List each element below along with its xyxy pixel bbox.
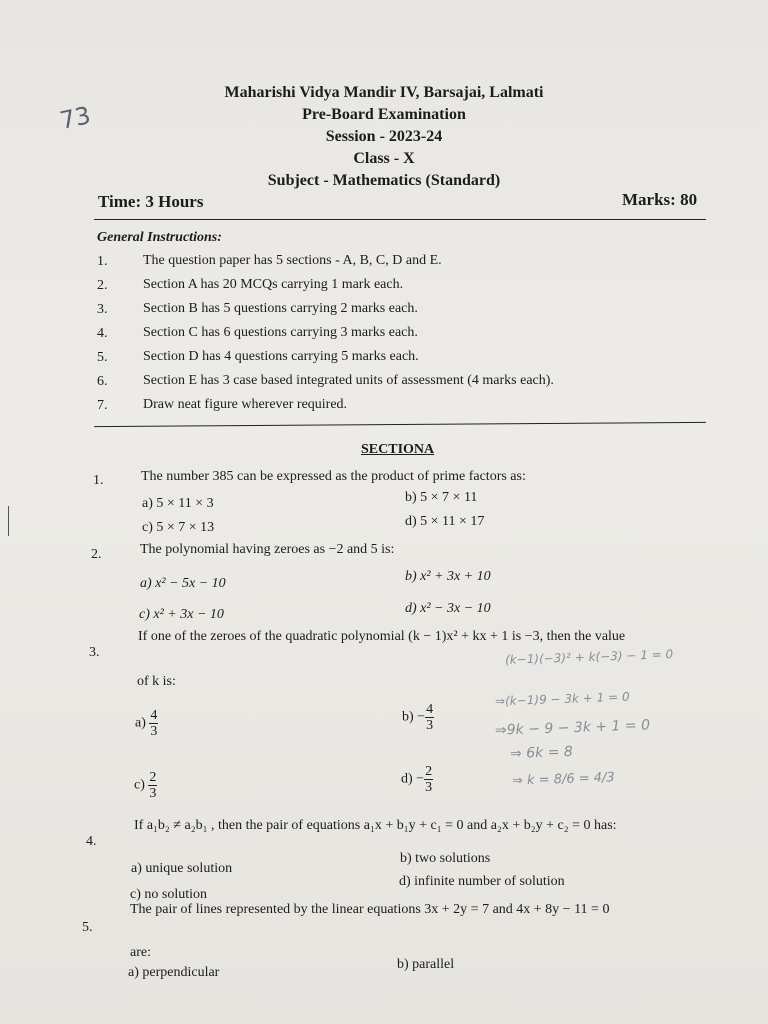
option-b: [402, 702, 434, 733]
school-name: Maharishi Vidya Mandir IV, Barsajai, Lalmati: [224, 84, 544, 101]
question-number: 4.: [86, 834, 97, 849]
question-text-continued: are:: [130, 945, 151, 960]
option-a: a) perpendicular: [128, 965, 220, 980]
instructions-divider: [94, 422, 706, 427]
fraction: [148, 770, 157, 801]
instruction-number: 1.: [97, 254, 108, 269]
question-text: The number 385 can be expressed as the product of prime factors as:: [141, 469, 526, 484]
handwritten-step: ⇒(k−1)9 − 3k + 1 = 0: [494, 689, 630, 709]
exam-name: Pre-Board Examination: [302, 106, 466, 123]
instruction-text: Section D has 4 questions carrying 5 marks each.: [143, 349, 419, 364]
fraction: [424, 764, 433, 795]
instruction-number: 2.: [97, 278, 108, 293]
numerator: 4: [426, 702, 434, 717]
instruction-text: Section C has 6 questions carrying 3 marks each.: [143, 325, 418, 340]
instruction-number: 6.: [97, 374, 108, 389]
option-c: c) x² + 3x − 10: [139, 607, 224, 622]
handwritten-step: ⇒ k = 8/6 = 4/3: [511, 770, 615, 789]
question-number: 5.: [82, 920, 93, 935]
instruction-number: 7.: [97, 398, 108, 413]
option-a: a) x² − 5x − 10: [140, 576, 226, 591]
option-sign: −: [416, 771, 425, 787]
class-label: Class - X: [353, 150, 415, 167]
numerator: 2: [425, 764, 433, 779]
numerator: 2: [149, 770, 157, 785]
instruction-text: Section E has 3 case based integrated units of assessment (4 marks each).: [143, 373, 554, 388]
question-text-continued: of k is:: [137, 674, 176, 689]
subject-label: Subject - Mathematics (Standard): [267, 172, 501, 189]
option-b: b) two solutions: [400, 851, 491, 866]
denominator: 3: [149, 786, 157, 801]
time-label: Time: 3 Hours: [98, 192, 204, 211]
option-b: b) x² + 3x + 10: [405, 569, 491, 584]
option-d: d) 5 × 11 × 17: [405, 514, 485, 529]
section-title: SECTIONA: [361, 442, 435, 457]
option-a: a) unique solution: [131, 861, 233, 876]
option-b: b) 5 × 7 × 11: [405, 490, 478, 505]
instruction-text: The question paper has 5 sections - A, B, C, D and E.: [143, 253, 442, 268]
option-sign: −: [417, 709, 426, 725]
question-number: 2.: [91, 547, 102, 562]
instruction-text: Section A has 20 MCQs carrying 1 mark each.: [143, 277, 404, 292]
question-number: 1.: [93, 473, 104, 488]
margin-score-mark: 73: [57, 101, 94, 135]
instruction-text: Draw neat figure wherever required.: [143, 397, 348, 412]
question-text: The pair of lines represented by the linear equations 3x + 2y = 7 and 4x + 8y − 11 = 0: [130, 902, 610, 917]
question-text: The polynomial having zeroes as −2 and 5 is:: [140, 542, 395, 557]
option-label: c): [134, 777, 145, 793]
numerator: 4: [150, 708, 158, 723]
option-d: d) infinite number of solution: [399, 874, 565, 889]
option-d: d) x² − 3x − 10: [405, 601, 491, 616]
option-c: c) no solution: [130, 887, 207, 902]
session-label: Session - 2023-24: [325, 128, 443, 145]
handwritten-step: ⇒9k − 9 − 3k + 1 = 0: [494, 717, 651, 739]
option-label: b): [402, 709, 414, 725]
handwritten-step: ⇒ 6k = 8: [509, 743, 573, 763]
option-c: c) 5 × 7 × 13: [142, 520, 215, 535]
instruction-number: 4.: [97, 326, 108, 341]
option-a: [135, 708, 158, 739]
instruction-number: 3.: [97, 302, 108, 317]
denominator: 3: [150, 724, 158, 739]
instructions-title: General Instructions:: [97, 230, 222, 245]
option-label: d): [401, 771, 413, 787]
fraction: [425, 702, 434, 733]
instruction-text: Section B has 5 questions carrying 2 marks each.: [143, 301, 418, 316]
handwritten-step: (k−1)(−3)² + k(−3) − 1 = 0: [504, 647, 674, 667]
instruction-number: 5.: [97, 350, 108, 365]
fraction: [149, 708, 158, 739]
edge-pen-mark: [8, 506, 9, 536]
marks-label: Marks: 80: [622, 190, 698, 209]
denominator: 3: [425, 780, 433, 795]
option-label: a): [135, 715, 146, 731]
question-text: If a₁b₂ ≠ a₂b₁ , then the pair of equations a₁x + b₁y + c₁ = 0 and a₂x + b₂y + c₂ = 0 has:: [134, 818, 617, 833]
question-number: 3.: [89, 645, 100, 660]
option-b: b) parallel: [397, 957, 455, 972]
header-divider: [94, 219, 706, 220]
question-text: If one of the zeroes of the quadratic polynomial (k − 1)x² + kx + 1 is −3, then the value: [138, 629, 626, 644]
option-d: [401, 764, 433, 795]
denominator: 3: [426, 718, 434, 733]
option-a: a) 5 × 11 × 3: [142, 496, 214, 511]
option-c: [134, 770, 157, 801]
